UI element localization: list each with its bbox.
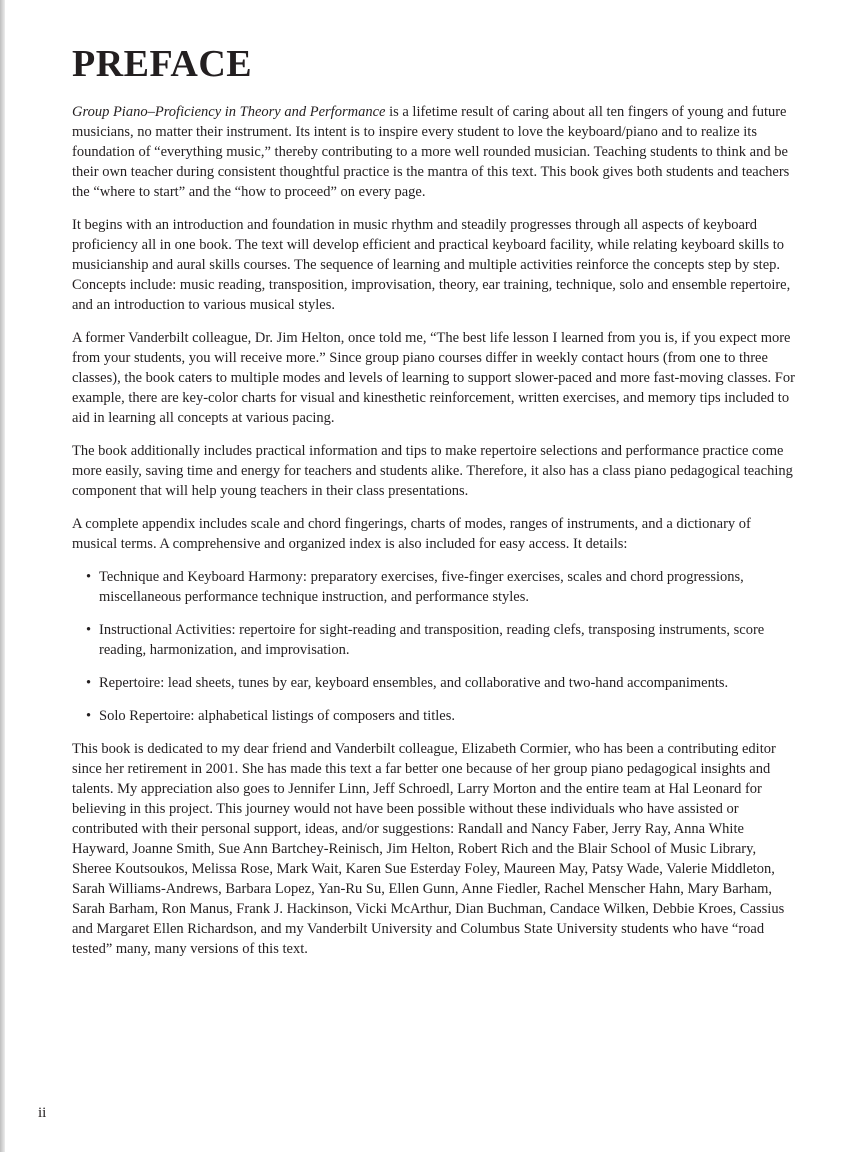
list-item-repertoire: • Repertoire: lead sheets, tunes by ear, keyboard ensembles, and collaborative and two-hand accompaniments.	[86, 673, 798, 693]
paragraph-dedication: This book is dedicated to my dear friend and Vanderbilt colleague, Elizabeth Cormier, who has been a contributing editor since her retirement in 2001. She has made this text a far better one because of her group piano pedagogical insights and talents. My appreciation also goes to Jennifer Linn, Jeff Schroedl, Larry Morton and the entire team at Hal Leonard for believing in this project. This journey would not have been possible without these individuals who have assisted or contributed with their personal support, ideas, and/or suggestions: Randall and Nancy Faber, Jerry Ray, Anna White Hayward, Joanne Smith, Sue Ann Bartchey-Reinisch, Jim Helton, Robert Rich and the Blair School of Music Library, Sheree Koutsoukos, Melissa Rose, Mark Wait, Karen Sue Esterday Foley, Maureen May, Patsy Wade, Valerie Middleton, Sarah Williams-Andrews, Barbara Lopez, Yan-Ru Su, Ellen Gunn, Anne Fiedler, Rachel Menscher Hahn, Mary Barham, Sarah Barham, Ron Manus, Frank J. Hackinson, Vicki McArthur, Dian Buchman, Candace Wilken, Debbie Kroes, Cassius and Margaret Ellen Richardson, and my Vanderbilt University and Columbus State University students who have “road tested” many, many versions of this text.	[72, 741, 785, 957]
preface-page	[72, 42, 798, 972]
paragraph-appendix: A complete appendix includes scale and chord fingerings, charts of modes, ranges of instruments, and a dictionary of musical terms. A comprehensive and organized index is also included for easy access. It details:	[72, 516, 751, 552]
book-title-italic: Group Piano–Proficiency in Theory and Performance	[72, 104, 386, 120]
appendix-details-list	[86, 567, 798, 726]
paragraph-colleague-quote: A former Vanderbilt colleague, Dr. Jim Helton, once told me, “The best life lesson I learned from you is, if you expect more from your students, you will receive more.” Since group piano courses differ in weekly contact hours (from one to three classes), the book caters to multiple modes and levels of learning to support slower-paced and more fast-moving classes. For example, there are key-color charts for visual and kinesthetic reinforcement, written exercises, and memory tips included to aid in learning all concepts at various pacing.	[72, 330, 795, 426]
page-number: ii	[38, 1105, 47, 1121]
paragraph-practical-info: The book additionally includes practical information and tips to make repertoire selections and performance practice come more easily, saving time and energy for teachers and students alike. Therefore, it also has a class piano pedagogical teaching component that will help young teachers in their class presentations.	[72, 443, 793, 499]
page-binding-edge	[0, 0, 5, 1152]
list-item-instructional-activities: • Instructional Activities: repertoire for sight-reading and transposition, reading clefs, transposing instruments, score reading, harmonization, and improvisation.	[86, 620, 798, 660]
paragraph-intro	[72, 102, 798, 202]
list-item-solo-repertoire: • Solo Repertoire: alphabetical listings of composers and titles.	[86, 706, 798, 726]
list-item-technique: • Technique and Keyboard Harmony: preparatory exercises, five-finger exercises, scales and chord progressions, miscellaneous performance technique instruction, and performance styles.	[86, 567, 798, 607]
page-title: PREFACE	[72, 43, 253, 85]
paragraph-intro-text: is a lifetime result of caring about all ten fingers of young and future musicians, no matter their instrument. Its intent is to inspire every student to love the keyboard/piano and to realize its foundation of “everything music,” thereby contributing to a more well rounded musician. Teaching students to think and be their own teacher during consistent thoughtful practice is the mantra of this text. This book gives both students and teachers the “where to start” and the “how to proceed” on every page.	[72, 104, 790, 200]
paragraph-overview: It begins with an introduction and foundation in music rhythm and steadily progresses through all aspects of keyboard proficiency all in one book. The text will develop efficient and practical keyboard facility, while relating keyboard skills to musicianship and aural skills courses. The sequence of learning and multiple activities reinforce the concepts step by step. Concepts include: music reading, transposition, improvisation, theory, ear training, technique, solo and ensemble repertoire, and an introduction to various musical styles.	[72, 217, 791, 313]
